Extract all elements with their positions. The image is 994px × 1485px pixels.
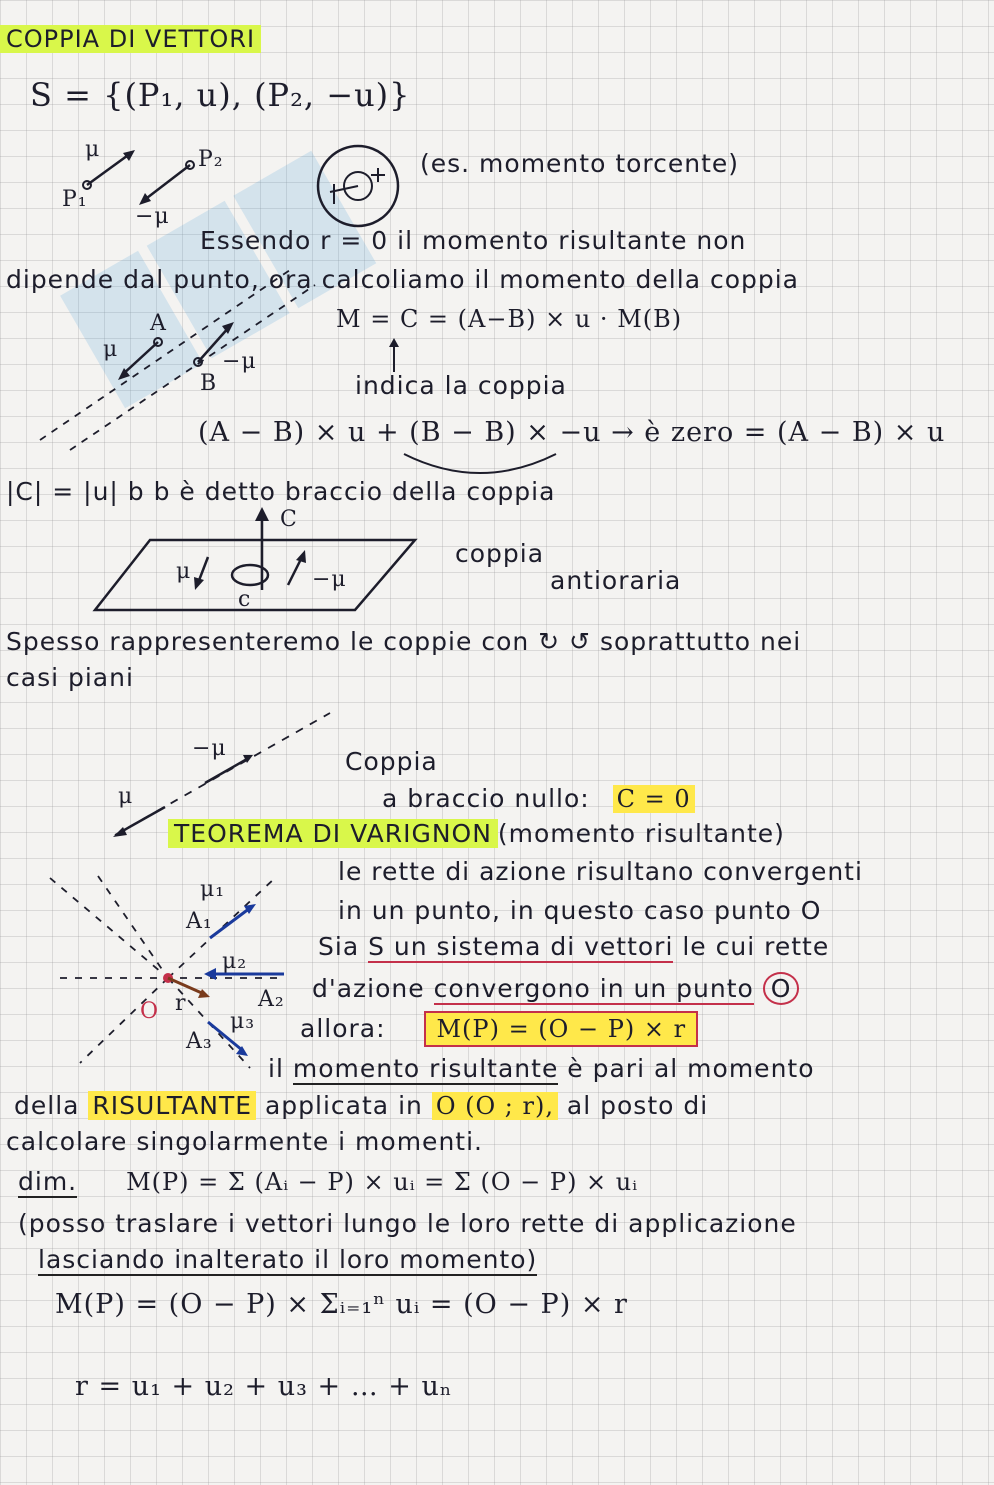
label-mu-3: μ: [176, 559, 192, 584]
teorema-line: [168, 820, 785, 848]
il-momento-risultante: momento risultante: [292, 1054, 559, 1083]
allora-line: [300, 1015, 698, 1043]
label-mu-2: μ: [103, 337, 119, 362]
label-minus-mu-1: −μ: [135, 204, 170, 229]
indica-coppia: indica la coppia: [355, 371, 567, 400]
converging-vectors-figure: [50, 858, 320, 1073]
braccio-nullo-equation: C = 0: [613, 785, 695, 813]
varignon-equation: M(P) = (O − P) × r: [424, 1011, 698, 1047]
sia-line: [318, 933, 829, 961]
spesso-line: Spesso rappresenteremo le coppie con ↻ ↺ soprattutto nei: [6, 627, 802, 656]
label-b: B: [200, 371, 218, 396]
label-minus-mu-2: −μ: [222, 349, 257, 374]
calcolare-line: calcolare singolarmente i momenti.: [6, 1127, 483, 1156]
allora-word: allora:: [300, 1014, 386, 1043]
label-a: A: [150, 311, 167, 336]
dim-line: [18, 1168, 638, 1196]
dim-label: dim.: [18, 1167, 78, 1196]
label-mu1: μ₁: [200, 877, 226, 902]
il-line: [268, 1055, 815, 1083]
label-minus-mu-4: −μ: [192, 736, 227, 761]
label-o: O: [140, 999, 160, 1024]
essendo-line: Essendo r = 0 il momento risultante non: [200, 226, 747, 255]
braccio-nullo-line: [382, 785, 695, 813]
zero-brace: [400, 452, 560, 478]
il-pari: è pari al momento: [567, 1054, 815, 1083]
teorema-subtitle: (momento risultante): [497, 819, 785, 848]
label-a1: A₁: [186, 909, 213, 934]
moment-equals-couple: M = C = (A−B) × u · M(B): [336, 305, 683, 333]
azione-convergono: convergono in un punto: [433, 974, 754, 1003]
al-posto-word: al posto di: [566, 1091, 709, 1120]
azione-line: [312, 975, 799, 1003]
posso-line: (posso traslare i vettori lungo le loro rette di applicazione: [18, 1209, 797, 1238]
azione-word: d'azione: [312, 974, 425, 1003]
sum-equation: M(P) = (O − P) × Σᵢ₌₁ⁿ uᵢ = (O − P) × r: [55, 1289, 628, 1320]
rette-line: le rette di azione risultano convergenti: [338, 857, 863, 886]
label-c-small: c: [238, 587, 252, 612]
sia-system: S un sistema di vettori: [368, 932, 674, 961]
risultante-word: RISULTANTE: [88, 1091, 256, 1120]
azione-point-o: O: [763, 972, 800, 1005]
applicata-point: O (O ; r),: [432, 1092, 558, 1120]
applicata-word: applicata in: [264, 1091, 423, 1120]
della-line: [14, 1092, 708, 1120]
coppia-label: coppia: [455, 539, 545, 568]
label-a3: A₃: [186, 1029, 213, 1054]
torque-circle-figure: [312, 142, 407, 232]
up-arrow-icon: [388, 338, 400, 372]
label-mu-4: μ: [118, 784, 134, 809]
punto-o-line: in un punto, in questo caso punto O: [338, 896, 822, 925]
label-minus-mu-3: −μ: [312, 567, 347, 592]
sia-word: Sia: [318, 932, 360, 961]
label-mu-1: μ: [85, 137, 101, 162]
set-definition: S = {(P₁, u), (P₂, −u)}: [30, 76, 411, 114]
braccio-nullo-label: a braccio nullo:: [382, 784, 590, 813]
dipende-line: dipende dal punto, ora calcoliamo il momento della coppia: [6, 265, 799, 294]
label-a2: A₂: [258, 987, 285, 1012]
coppia2-label: Coppia: [345, 747, 438, 776]
casi-piani-line: casi piani: [6, 663, 134, 692]
il-word: il: [268, 1054, 284, 1083]
label-c-vector: C: [280, 507, 298, 532]
torque-example-note: (es. momento torcente): [420, 149, 740, 178]
r-equation: r = u₁ + u₂ + u₃ + … + uₙ: [75, 1371, 453, 1402]
della-word: della: [14, 1091, 80, 1120]
label-p2: P₂: [198, 147, 224, 172]
label-p1: P₁: [62, 187, 88, 212]
label-r: r: [175, 991, 187, 1016]
braccio-line: |C| = |u| b b è detto braccio della coppia: [6, 477, 556, 506]
teorema-title: TEOREMA DI VARIGNON: [168, 819, 498, 848]
sia-rette: le cui rette: [682, 932, 830, 961]
page-heading: [0, 26, 261, 52]
heading-text: COPPIA DI VETTORI: [0, 25, 261, 53]
formula-ab: (A − B) × u + (B − B) × −u → è zero = (A − B) × u: [198, 417, 946, 448]
label-mu2: μ₂: [222, 949, 248, 974]
antioraria-label: antioraria: [550, 566, 682, 595]
dim-equation: M(P) = Σ (Aᵢ − P) × uᵢ = Σ (O − P) × uᵢ: [126, 1168, 639, 1196]
plane-couple-figure: [90, 505, 420, 615]
label-mu3: μ₃: [230, 1009, 256, 1034]
lasciando-line: lasciando inalterato il loro momento): [38, 1245, 538, 1274]
